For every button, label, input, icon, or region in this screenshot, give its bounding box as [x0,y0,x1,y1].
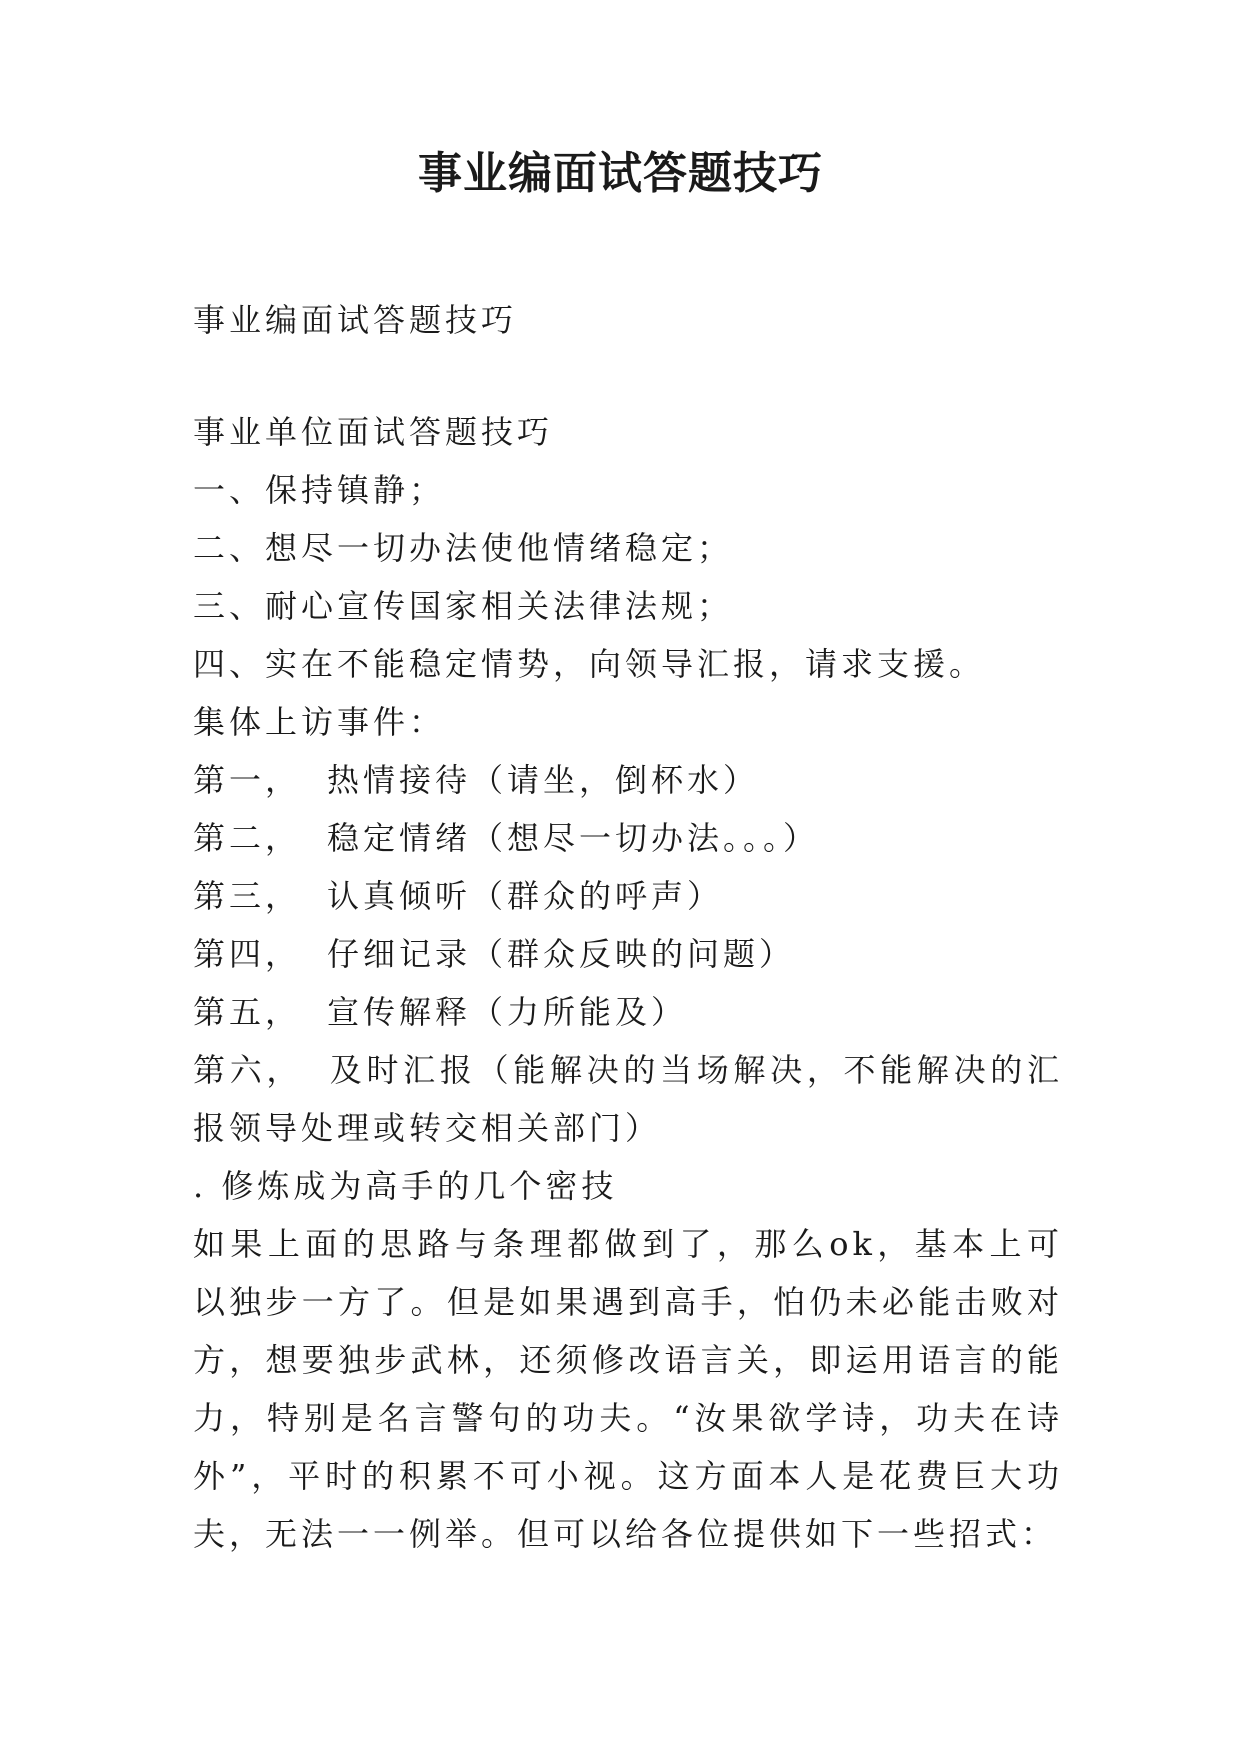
item-label: 第三， [193,877,302,915]
item-label: 第二， [193,819,302,857]
event-heading: 集体上访事件： [193,703,446,741]
step-line: 四、实在不能稳定情势，向领导汇报，请求支援。 [193,645,986,683]
item-label: 第五， [193,993,302,1031]
numbered-item [193,925,1063,983]
step-line: 三、耐心宣传国家相关法律法规； [193,587,734,625]
numbered-item [193,1041,1063,1157]
item-label: 第六， [193,1051,304,1089]
numbered-item [193,809,1063,867]
document-body [193,403,1063,1563]
item-text: 认真倾听（群众的呼声） [327,877,724,915]
item-label: 第四， [193,935,302,973]
step-line: 一、保持镇静； [193,471,446,509]
numbered-item [193,751,1063,809]
numbered-item [193,983,1063,1041]
tips-heading: . 修炼成为高手的几个密技 [193,1167,618,1205]
item-text: 稳定情绪（想尽一切办法。。。） [327,819,820,857]
document-title: 事业编面试答题技巧 [418,148,823,199]
item-text: 热情接待（请坐，倒杯水） [327,761,760,799]
item-text: 及时汇报（能解决的当场解决，不能解决的汇报领导处理或转交相关部门） [193,1051,1063,1147]
numbered-item [193,867,1063,925]
section-heading: 事业单位面试答题技巧 [193,413,554,451]
document-subtitle: 事业编面试答题技巧 [193,301,518,339]
item-label: 第一， [193,761,302,799]
item-text: 仔细记录（群众反映的问题） [327,935,796,973]
item-text: 宣传解释（力所能及） [327,993,688,1031]
step-line: 二、想尽一切办法使他情绪稳定； [193,529,734,567]
body-paragraph: 如果上面的思路与条理都做到了，那么ok，基本上可以独步一方了。但是如果遇到高手，怕仍未必能击败对方，想要独步武林，还须修改语言关，即运用语言的能力，特别是名言警句的功夫。“汝果欲学诗，功夫在诗外”，平时的积累不可小视。这方面本人是花费巨大功夫，无法一一例举。但可以给各位提供如下一些招式： [193,1225,1063,1553]
